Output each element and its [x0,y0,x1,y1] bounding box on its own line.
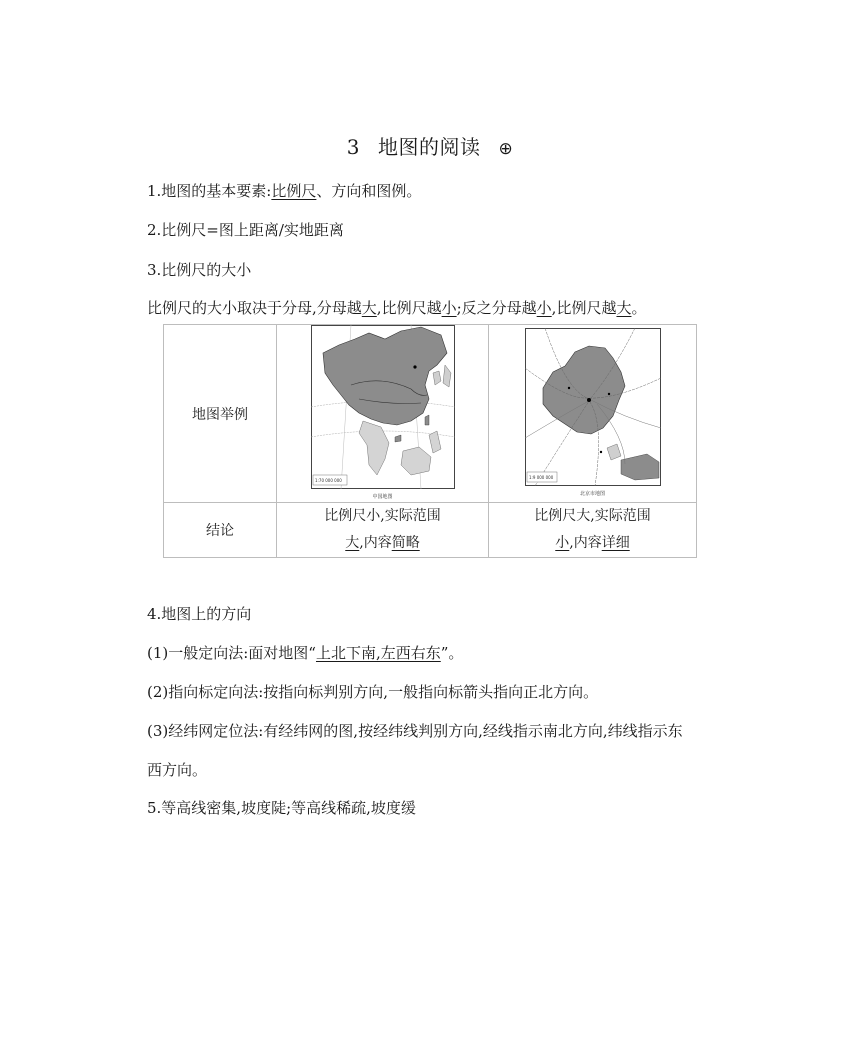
desc-text: ;反之分母越 [456,299,537,317]
table-row-conclusion [164,503,697,558]
china-map-image [311,325,455,500]
conclusion-small-line1: 比例尺小,实际范围 [324,508,441,524]
conclusion-answer: 简略 [391,535,420,551]
beijing-map-image [525,328,661,497]
desc-text: 。 [631,299,647,317]
item-1 [147,180,421,201]
item-4-3-line1: (3)经纬网定位法:有经纬网的图,按经纬线判别方向,经线指示南北方向,纬线指示东 [147,722,683,740]
item-1-answer: 比例尺 [271,182,317,200]
scale-comparison-table [163,324,697,558]
desc-answer: 小 [536,299,552,317]
conclusion-text: ,内容 [569,535,602,551]
item-4-1-suffix: ”。 [440,644,464,662]
item-4-1-answer: 上北下南,左西右东 [315,644,441,662]
conclusion-large-line1: 比例尺大,实际范围 [534,508,651,524]
china-map-scale: 1:70 000 000 [314,478,342,483]
conclusion-answer: 详细 [601,535,630,551]
conclusion-small-line2 [277,530,488,557]
item-4-2: (2)指向标定向法:按指向标判别方向,一般指向标箭头指向正北方向。 [147,683,599,701]
item-3-description [147,297,646,318]
desc-answer: 小 [441,299,457,317]
china-map-icon [311,325,455,489]
beijing-map-scale: 1:9 000 000 [528,475,553,480]
desc-text: ,比例尺越 [551,299,617,317]
item-4-3-line2: 西方向。 [147,761,208,779]
row-label-conclusion: 结论 [164,503,277,558]
cell-china-map [277,325,489,503]
section-number: 3 [346,135,360,159]
item-1-suffix: 、方向和图例。 [316,182,422,200]
conclusion-text: ,内容 [359,535,392,551]
item-4: 4.地图上的方向 [147,605,252,623]
circled-plus-icon[interactable]: ⊕ [498,139,514,159]
conclusion-large-line2 [489,530,696,557]
conclusion-small-scale [277,503,489,558]
row-label-maps: 地图举例 [164,325,277,503]
desc-text: 比例尺的大小取决于分母,分母越 [147,299,362,317]
item-1-prefix: 1.地图的基本要素: [147,182,272,200]
conclusion-large-scale [489,503,697,558]
table-row-maps [164,325,697,503]
desc-answer: 大 [616,299,632,317]
item-4-1 [147,642,463,663]
beijing-map-icon [525,328,661,486]
item-2: 2.比例尺=图上距离/实地距离 [147,221,344,239]
cell-beijing-map [489,325,697,503]
item-5: 5.等高线密集,坡度陡;等高线稀疏,坡度缓 [147,799,416,817]
desc-text: ,比例尺越 [376,299,442,317]
china-map-caption: 中国地图 [372,494,393,500]
conclusion-answer: 大 [345,535,360,551]
page-title [0,131,860,160]
item-4-1-prefix: (1)一般定向法:面对地图“ [147,644,316,662]
title-text: 地图的阅读 [377,135,481,159]
conclusion-answer: 小 [555,535,570,551]
item-3: 3.比例尺的大小 [147,261,252,279]
beijing-map-caption: 北京市地图 [579,491,605,497]
desc-answer: 大 [361,299,377,317]
